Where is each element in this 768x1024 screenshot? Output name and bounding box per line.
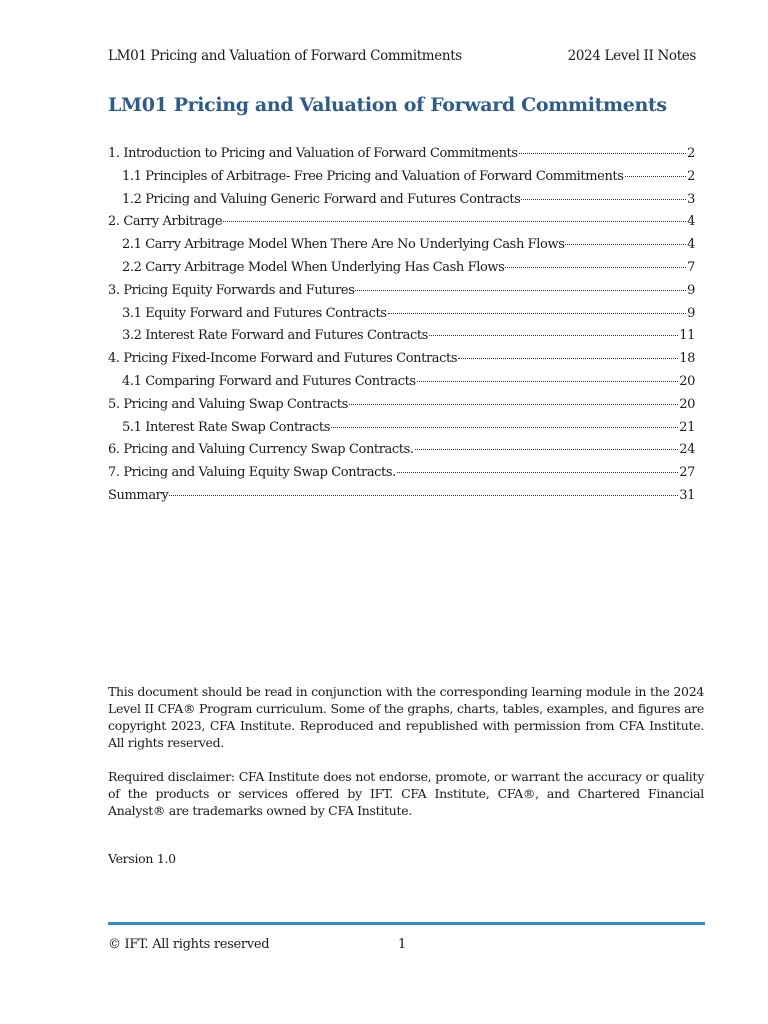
- toc-entry-title: 3.1 Equity Forward and Futures Contracts: [122, 305, 387, 321]
- toc-dot-leader: [169, 495, 678, 496]
- toc-entry-title: 6. Pricing and Valuing Currency Swap Contracts.: [108, 442, 414, 458]
- toc-dot-leader: [565, 244, 686, 245]
- toc-entry[interactable]: [108, 394, 695, 417]
- toc-entry-page-number: 21: [679, 419, 695, 435]
- toc-dot-leader: [505, 267, 686, 268]
- toc-dot-leader: [519, 153, 686, 154]
- toc-entry-title: 1.1 Principles of Arbitrage- Free Pricing and Valuation of Forward Commitments: [122, 168, 624, 184]
- toc-entry[interactable]: [108, 348, 695, 371]
- toc-entry[interactable]: [108, 143, 695, 166]
- toc-entry-title: 2.2 Carry Arbitrage Model When Underlying Has Cash Flows: [122, 259, 505, 275]
- toc-entry-title: 4.1 Comparing Forward and Futures Contracts: [122, 373, 416, 389]
- toc-entry-title: 5.1 Interest Rate Swap Contracts: [122, 419, 331, 435]
- toc-entry-page-number: 2: [687, 146, 695, 161]
- toc-entry-page-number: 2: [687, 168, 695, 184]
- toc-entry[interactable]: [108, 462, 695, 485]
- toc-dot-leader: [355, 290, 686, 291]
- copyright-notice: This document should be read in conjunction with the corresponding learning module in the 2024 Level II CFA® Program curriculum. Some of the graphs, charts, tables, examples, and figures are copyright 2023, CFA Institute. Reproduced and republished with permission from CFA Institute. All rights reserved.: [108, 684, 704, 750]
- toc-entry[interactable]: [108, 417, 695, 440]
- toc-entry-title: 7. Pricing and Valuing Equity Swap Contracts.: [108, 465, 396, 481]
- toc-dot-leader: [397, 472, 678, 473]
- footer-copyright: © IFT. All rights reserved: [108, 937, 270, 952]
- toc-entry-title: 5. Pricing and Valuing Swap Contracts: [108, 396, 348, 412]
- toc-dot-leader: [415, 449, 679, 450]
- footer-page-number: 1: [398, 937, 406, 952]
- toc-entry-title: Summary: [108, 487, 169, 503]
- toc-entry-page-number: 11: [679, 328, 695, 344]
- toc-entry[interactable]: [108, 439, 695, 462]
- toc-dot-leader: [521, 199, 686, 200]
- toc-entry[interactable]: [108, 303, 695, 326]
- toc-entry-title: 4. Pricing Fixed-Income Forward and Futures Contracts: [108, 351, 458, 367]
- toc-entry-title: 2. Carry Arbitrage: [108, 214, 223, 230]
- toc-entry-title: 2.1 Carry Arbitrage Model When There Are No Underlying Cash Flows: [122, 237, 565, 253]
- version-label: Version 1.0: [108, 851, 176, 866]
- toc-entry-page-number: 9: [687, 305, 695, 321]
- toc-entry-page-number: 18: [679, 351, 695, 367]
- toc-dot-leader: [458, 358, 678, 359]
- toc-entry[interactable]: [108, 485, 695, 508]
- toc-entry[interactable]: [108, 211, 695, 234]
- footer-divider: [108, 922, 705, 925]
- document-title: LM01 Pricing and Valuation of Forward Commitments: [108, 94, 667, 116]
- toc-dot-leader: [223, 221, 686, 222]
- toc-entry-page-number: 3: [687, 191, 695, 207]
- toc-dot-leader: [349, 404, 678, 405]
- toc-entry-page-number: 7: [687, 259, 695, 275]
- toc-entry-page-number: 27: [679, 465, 695, 481]
- toc-dot-leader: [625, 176, 687, 177]
- toc-entry-page-number: 9: [687, 282, 695, 298]
- toc-entry-title: 3. Pricing Equity Forwards and Futures: [108, 282, 355, 298]
- header-module-title: LM01 Pricing and Valuation of Forward Commitments: [108, 48, 462, 64]
- toc-entry[interactable]: [108, 371, 695, 394]
- toc-entry-page-number: 4: [687, 237, 695, 253]
- toc-entry-page-number: 20: [679, 396, 695, 412]
- toc-dot-leader: [388, 313, 687, 314]
- toc-entry[interactable]: [108, 234, 695, 257]
- toc-entry-page-number: 20: [679, 373, 695, 389]
- toc-entry-page-number: 31: [679, 487, 695, 503]
- required-disclaimer: Required disclaimer: CFA Institute does not endorse, promote, or warrant the accuracy or quality of the products or services offered by IFT. CFA Institute, CFA®, and Chartered Financial Analyst® are trademarks owned by CFA Institute.: [108, 769, 704, 818]
- toc-entry[interactable]: [108, 325, 695, 348]
- toc-entry[interactable]: [108, 280, 695, 303]
- toc-entry[interactable]: [108, 166, 695, 189]
- toc-dot-leader: [429, 335, 678, 336]
- toc-entry-title: 1.2 Pricing and Valuing Generic Forward and Futures Contracts: [122, 191, 521, 207]
- table-of-contents: [108, 143, 695, 508]
- toc-dot-leader: [331, 427, 678, 428]
- toc-entry[interactable]: [108, 257, 695, 280]
- toc-entry-title: 3.2 Interest Rate Forward and Futures Contracts: [122, 328, 428, 344]
- toc-entry-page-number: 4: [687, 214, 695, 230]
- header-level-notes: 2024 Level II Notes: [567, 48, 696, 64]
- toc-dot-leader: [417, 381, 679, 382]
- running-header: [108, 46, 696, 66]
- toc-entry-page-number: 24: [679, 442, 695, 458]
- toc-entry-title: 1. Introduction to Pricing and Valuation of Forward Commitments: [108, 146, 518, 161]
- toc-entry[interactable]: [108, 189, 695, 212]
